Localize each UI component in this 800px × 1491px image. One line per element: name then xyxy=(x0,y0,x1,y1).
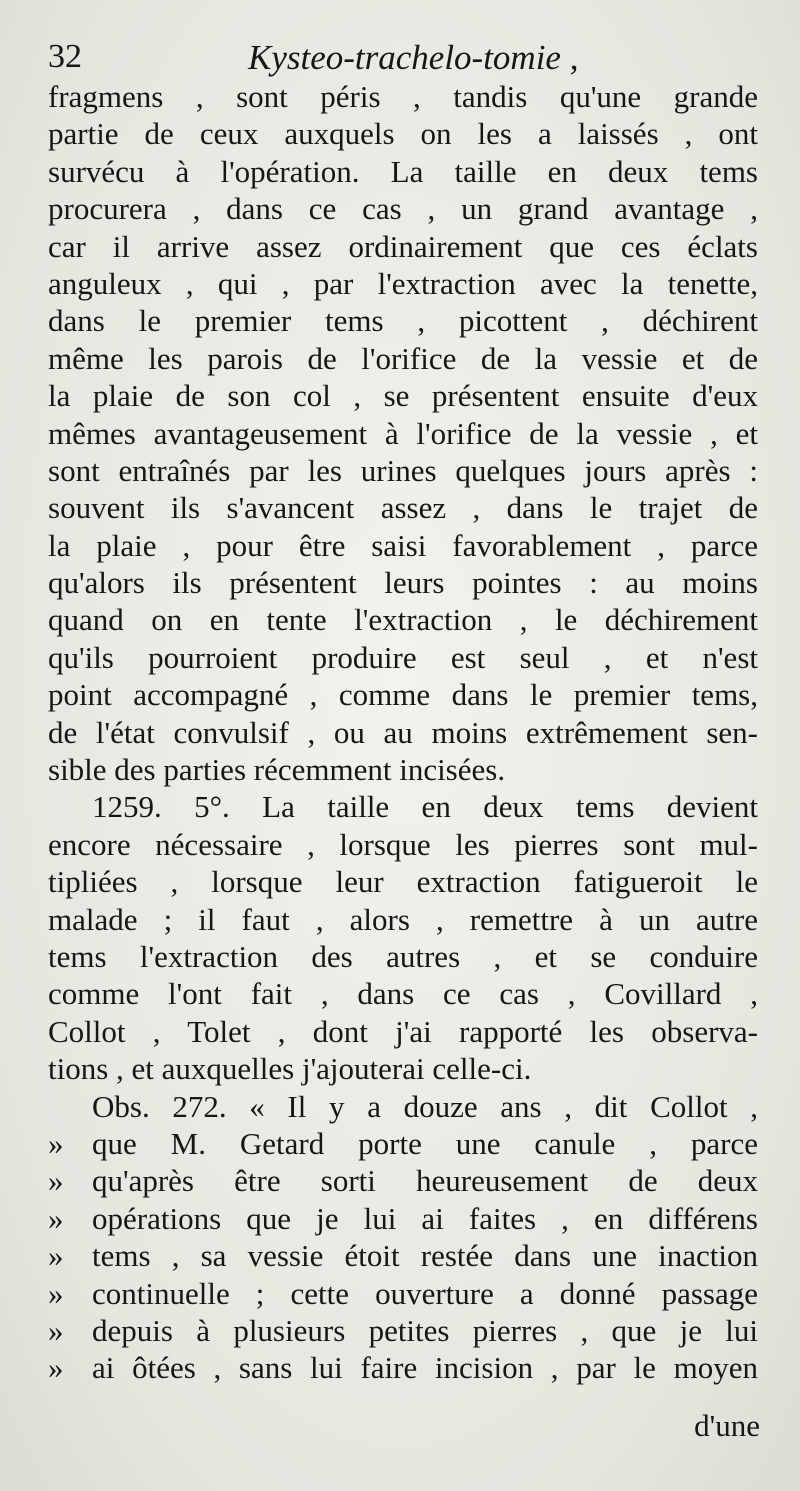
quote-mark: » xyxy=(48,1163,64,1199)
text-line: quand on en tente l'extraction , le déchirement xyxy=(48,602,758,638)
text-line: malade ; il faut , alors , remettre à un autre xyxy=(48,901,758,937)
text-line: survécu à l'opération. La taille en deux tems xyxy=(48,153,758,189)
quote-text: continuelle ; cette ouverture a donné passage xyxy=(92,1275,758,1311)
text-line: de l'état convulsif , ou au moins extrêmement sen- xyxy=(48,714,758,750)
running-title: Kysteo-trachelo-tomie , xyxy=(248,38,579,77)
text-line: fragmens , sont péris , tandis qu'une grande xyxy=(48,79,758,114)
text-line: car il arrive assez ordinairement que ces éclats xyxy=(48,228,758,264)
text-line: souvent ils s'avancent assez , dans le trajet de xyxy=(48,490,758,526)
quote-text: depuis à plusieurs petites pierres , que je lui xyxy=(92,1312,758,1348)
text-line: tions , et auxquelles j'ajouterai celle-ci. xyxy=(48,1051,532,1087)
text-line: mêmes avantageusement à l'orifice de la vessie , et xyxy=(48,415,758,451)
section-heading-line: 1259. 5°. La taille en deux tems devient xyxy=(92,789,758,825)
quote-line xyxy=(48,1237,758,1274)
text-line: la plaie , pour être saisi favorablement , parce xyxy=(48,527,758,563)
page-header xyxy=(48,38,748,82)
quote-line xyxy=(48,1200,758,1237)
quote-mark: » xyxy=(48,1350,64,1386)
text-line: sible des parties récemment incisées. xyxy=(48,752,506,788)
quote-mark: » xyxy=(48,1200,64,1236)
quote-mark: » xyxy=(48,1125,64,1161)
text-line: dans le premier tems , picottent , déchirent xyxy=(48,303,758,339)
quote-text: opérations que je lui ai faites , en différens xyxy=(92,1200,758,1236)
text-line: anguleux , qui , par l'extraction avec la tenette, xyxy=(48,265,758,301)
text-line: Collot , Tolet , dont j'ai rapporté les observa- xyxy=(48,1013,758,1049)
quote-line xyxy=(48,1125,758,1162)
quote-line xyxy=(48,1312,758,1349)
text-line: tems l'extraction des autres , et se conduire xyxy=(48,938,758,974)
page-number: 32 xyxy=(48,38,82,75)
text-line: point accompagné , comme dans le premier tems, xyxy=(48,677,758,713)
catchword: d'une xyxy=(694,1408,760,1443)
text-line: procurera , dans ce cas , un grand avantage , xyxy=(48,191,758,227)
quote-mark: » xyxy=(48,1238,64,1274)
text-line: qu'ils pourroient produire est seul , et n'est xyxy=(48,639,758,675)
quote-text: que M. Getard porte une canule , parce xyxy=(92,1125,758,1161)
quote-text: tems , sa vessie étoit restée dans une inaction xyxy=(92,1238,758,1274)
quote-line xyxy=(48,1275,758,1312)
quote-line xyxy=(48,1162,758,1199)
observation-heading-line: Obs. 272. « Il y a douze ans , dit Collot , xyxy=(92,1088,758,1124)
body-text xyxy=(48,78,758,1387)
text-line: qu'alors ils présentent leurs pointes : au moins xyxy=(48,565,758,601)
text-line: comme l'ont fait , dans ce cas , Covillard , xyxy=(48,976,758,1012)
quote-mark: » xyxy=(48,1275,64,1311)
text-line: même les parois de l'orifice de la vessie et de xyxy=(48,340,758,376)
quote-text: ai ôtées , sans lui faire incision , par le moyen xyxy=(92,1350,758,1386)
quote-text: qu'après être sorti heureusement de deux xyxy=(92,1163,758,1199)
text-line: partie de ceux auxquels on les a laissés , ont xyxy=(48,116,758,152)
text-line: encore nécessaire , lorsque les pierres sont mul- xyxy=(48,826,758,862)
text-line: sont entraînés par les urines quelques jours après : xyxy=(48,452,758,488)
quote-line xyxy=(48,1349,758,1386)
text-line: la plaie de son col , se présentent ensuite d'eux xyxy=(48,378,758,414)
text-line: tipliées , lorsque leur extraction fatigueroit le xyxy=(48,864,758,900)
quote-mark: » xyxy=(48,1312,64,1348)
